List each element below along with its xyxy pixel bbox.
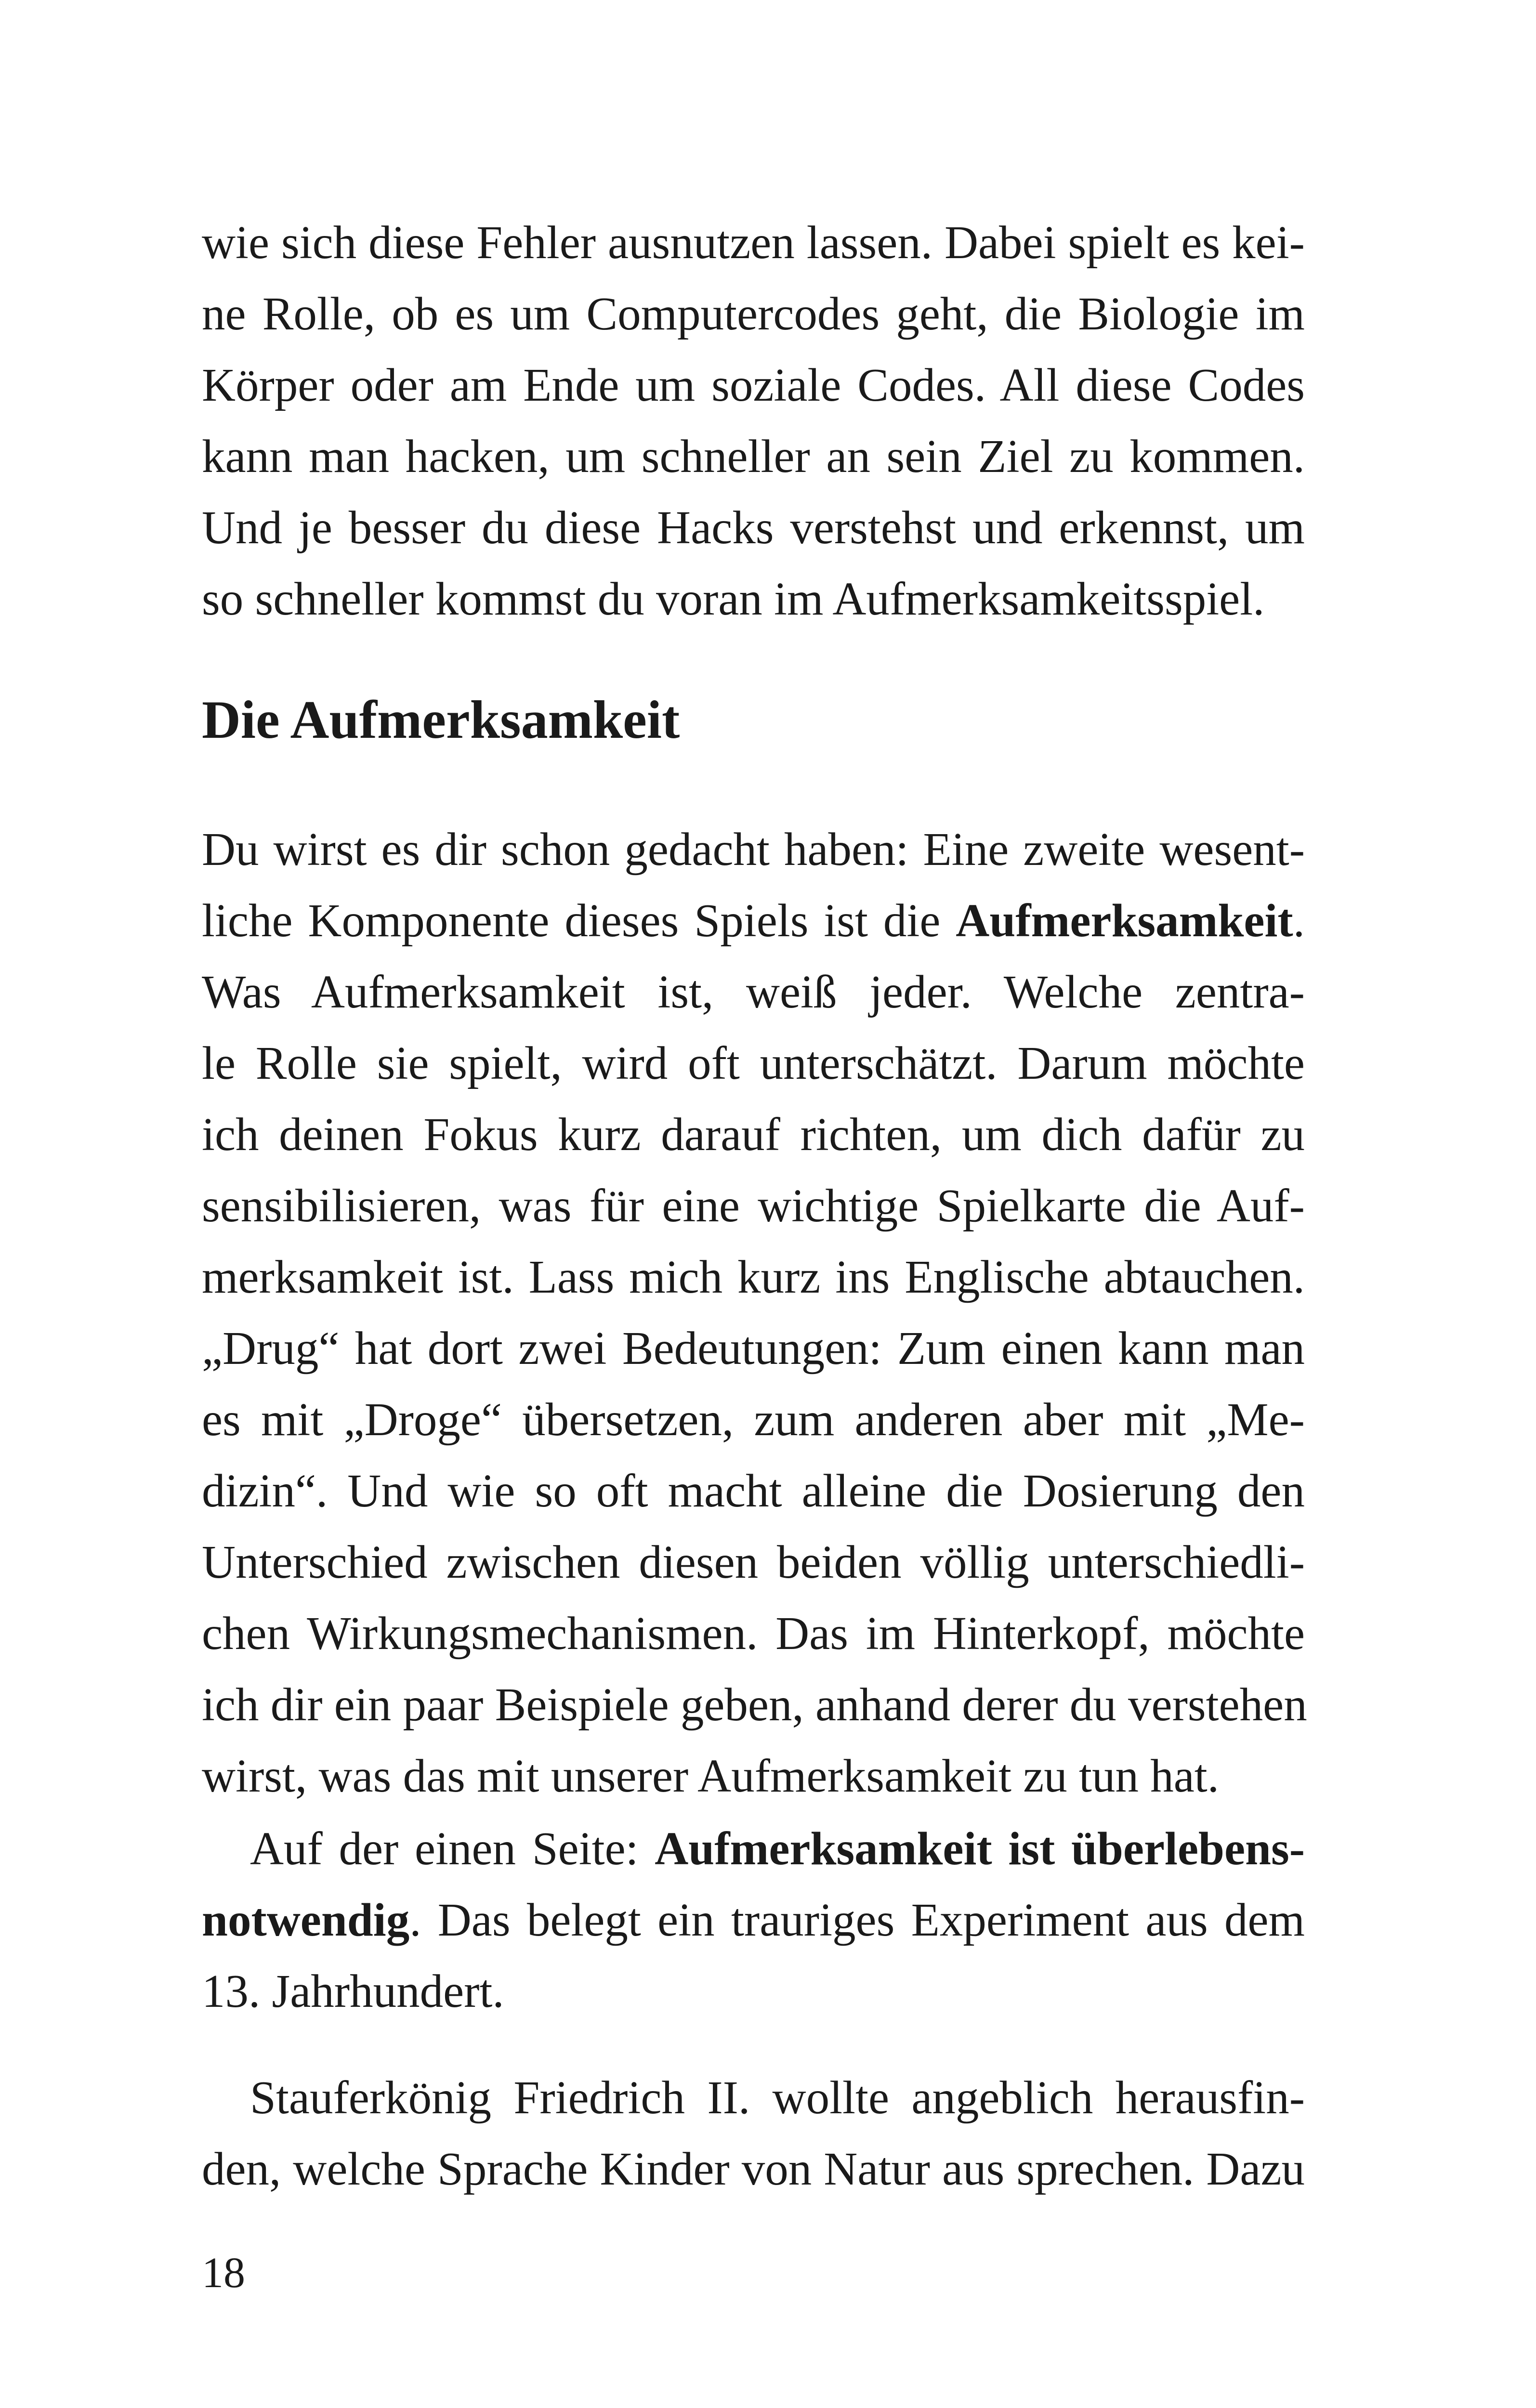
text-line: wirst, was das mit unserer Aufmerksamkeit zu tun hat. bbox=[202, 1750, 1219, 1802]
text-line: Du wirst es dir schon gedacht haben: Eine zweite wesent- bbox=[202, 824, 1305, 875]
text-segment: . Das belegt ein trauriges Experiment aus dem bbox=[409, 1894, 1305, 1946]
paragraph-3 bbox=[202, 1813, 1305, 2027]
text-line: Unterschied zwischen diesen beiden völlig unterschiedli- bbox=[202, 1536, 1305, 1588]
page-number: 18 bbox=[202, 2249, 245, 2297]
text-line: ne Rolle, ob es um Computercodes geht, die Biologie im bbox=[202, 288, 1305, 340]
text-line-with-emphasis bbox=[202, 1813, 1305, 1885]
text-segment: . bbox=[1293, 895, 1305, 946]
text-line: le Rolle sie spielt, wird oft unterschätzt. Darum möchte bbox=[202, 1037, 1305, 1089]
text-line: dizin“. Und wie so oft macht alleine die Dosierung den bbox=[202, 1465, 1305, 1517]
text-segment: liche Komponente dieses Spiels ist die bbox=[202, 895, 956, 946]
paragraph-2 bbox=[202, 814, 1305, 1812]
text-line: merksamkeit ist. Lass mich kurz ins Englische abtauchen. bbox=[202, 1251, 1305, 1303]
text-line: ich dir ein paar Beispiele geben, anhand derer du verstehen bbox=[202, 1679, 1307, 1730]
text-line-with-emphasis bbox=[202, 885, 1305, 956]
text-line: Körper oder am Ende um soziale Codes. All diese Codes bbox=[202, 359, 1305, 411]
text-line: den, welche Sprache Kinder von Natur aus sprechen. Dazu bbox=[202, 2143, 1305, 2195]
text-line: Und je besser du diese Hacks verstehst und erkennst, um bbox=[202, 502, 1305, 553]
emphasis-term: notwendig bbox=[202, 1894, 410, 1946]
text-line: Stauferkönig Friedrich II. wollte angeblich herausfin- bbox=[250, 2072, 1305, 2123]
text-line: so schneller kommst du voran im Aufmerksamkeitsspiel. bbox=[202, 573, 1265, 625]
emphasis-term: Aufmerksamkeit ist überlebens- bbox=[655, 1823, 1305, 1874]
text-line: kann man hacken, um schneller an sein Ziel zu kommen. bbox=[202, 431, 1305, 482]
text-line: 13. Jahrhundert. bbox=[202, 1965, 504, 2017]
text-line: „Drug“ hat dort zwei Bedeutungen: Zum einen kann man bbox=[202, 1322, 1305, 1374]
text-line: chen Wirkungsmechanismen. Das im Hinterkopf, möchte bbox=[202, 1608, 1305, 1659]
text-line: Was Aufmerksamkeit ist, weiß jeder. Welche zentra- bbox=[202, 966, 1305, 1018]
text-line-with-emphasis bbox=[202, 1885, 1305, 1956]
text-segment: Auf der einen Seite: bbox=[250, 1823, 655, 1874]
paragraph-1 bbox=[202, 207, 1305, 635]
text-line: wie sich diese Fehler ausnutzen lassen. Dabei spielt es kei- bbox=[202, 217, 1305, 268]
paragraph-4 bbox=[202, 2062, 1305, 2205]
text-line: es mit „Droge“ übersetzen, zum anderen aber mit „Me- bbox=[202, 1394, 1305, 1445]
text-line: ich deinen Fokus kurz darauf richten, um dich dafür zu bbox=[202, 1109, 1305, 1160]
emphasis-term: Aufmerksamkeit bbox=[956, 895, 1293, 946]
text-line: sensibilisieren, was für eine wichtige Spielkarte die Auf- bbox=[202, 1180, 1305, 1231]
section-heading: Die Aufmerksamkeit bbox=[202, 690, 680, 750]
